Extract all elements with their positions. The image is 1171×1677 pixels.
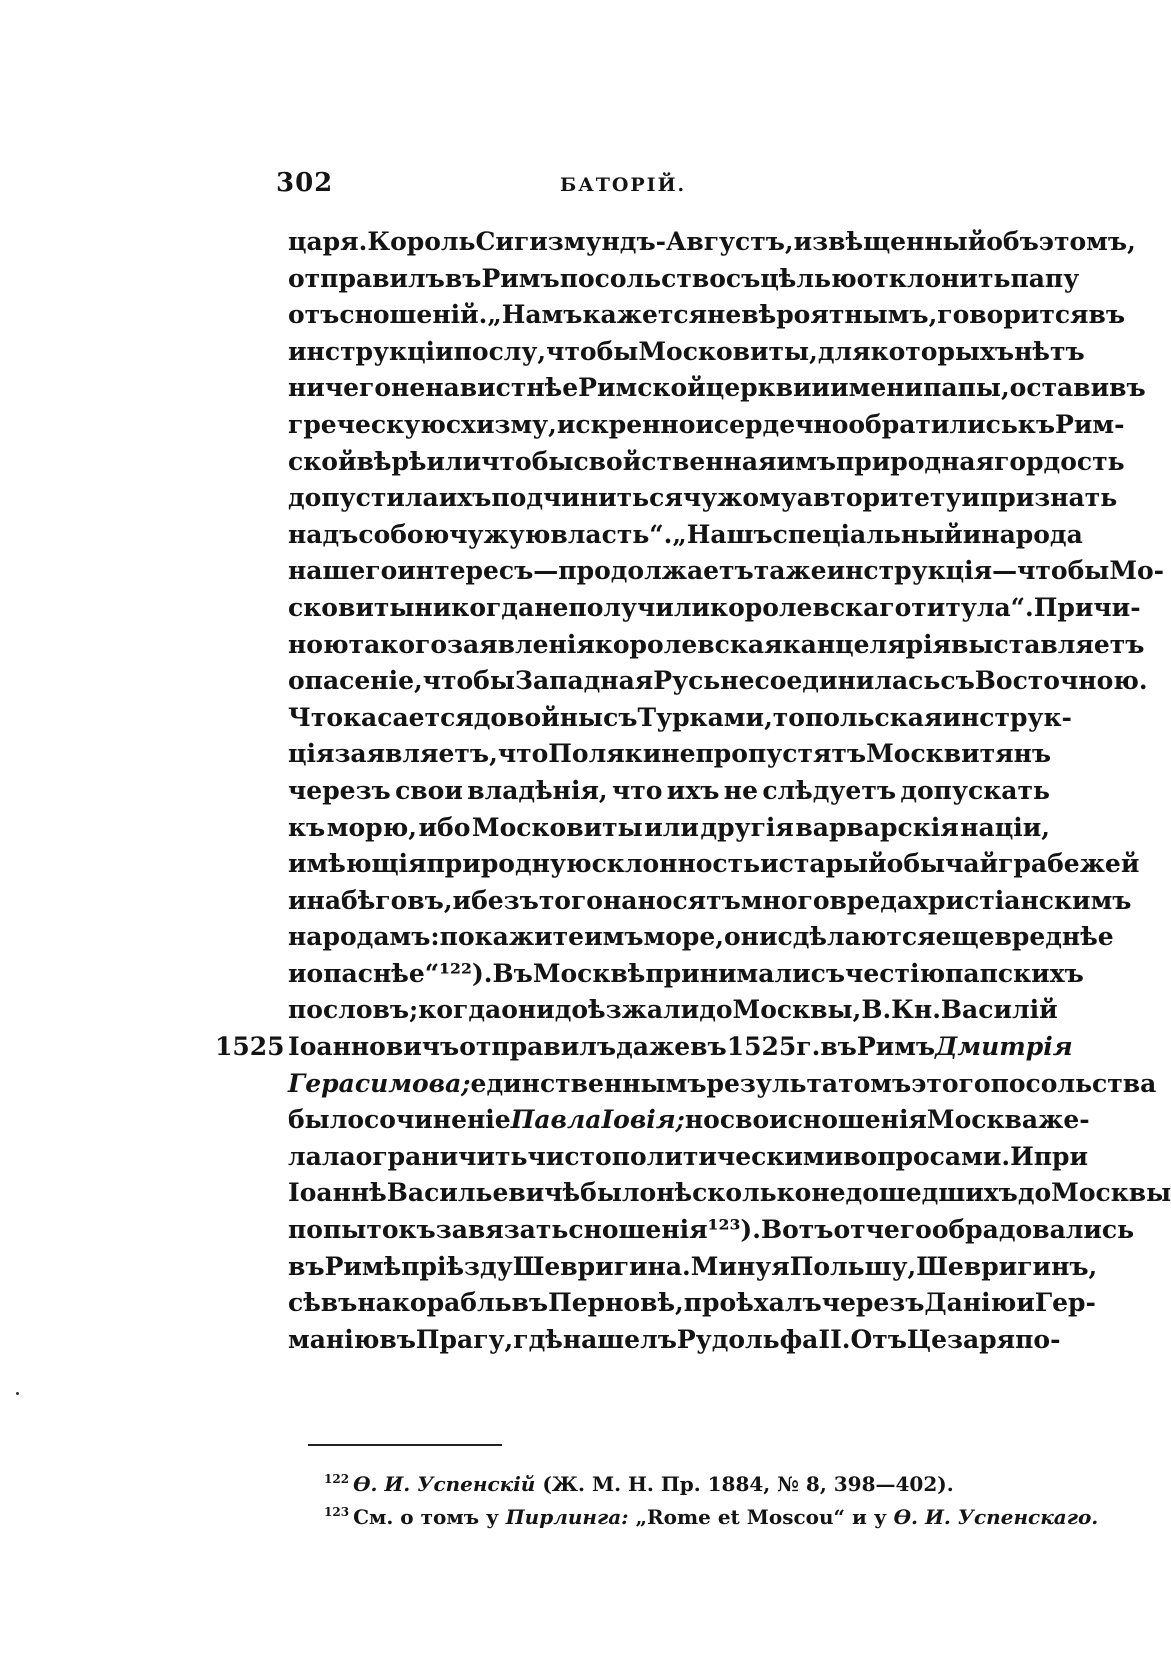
word: чтобы <box>546 336 639 366</box>
text-line <box>288 1139 1089 1176</box>
word: нашего <box>288 556 398 586</box>
word: кажется <box>582 300 708 330</box>
word: сношенія <box>787 1105 927 1135</box>
word: Поляки <box>548 739 662 769</box>
word: корабль <box>391 1288 512 1318</box>
word: Сигизмундъ-Августъ, <box>475 227 794 256</box>
text-line <box>288 370 1146 407</box>
word: до <box>473 702 508 732</box>
text-line <box>288 1322 1061 1359</box>
word: отклонить <box>856 263 1011 293</box>
word: Римъ <box>856 1032 936 1062</box>
word: ибо <box>418 812 471 842</box>
word: Отъ <box>850 1324 907 1354</box>
word: обрадовались <box>931 1215 1135 1245</box>
word: Москва <box>926 1105 1039 1135</box>
word: грабежей <box>998 849 1140 879</box>
word: Минуя <box>690 1251 790 1281</box>
word: Вотъ <box>760 1215 834 1245</box>
word: до <box>1017 1178 1052 1208</box>
word: Дмитрія <box>935 1032 1073 1062</box>
word: инструкція—чтобы <box>826 556 1110 586</box>
word: посольство <box>559 263 726 293</box>
word: невѣроятнымъ, <box>707 300 938 330</box>
word: не <box>723 775 758 805</box>
word: склонность <box>591 849 761 879</box>
word: искренно <box>556 409 696 439</box>
word: свойственная <box>573 446 777 476</box>
word: политическими <box>611 1141 844 1171</box>
word: надъ <box>288 519 359 549</box>
word: Кн. <box>891 995 941 1025</box>
word: не <box>534 592 569 622</box>
word: обратились <box>848 409 1018 439</box>
word: и <box>1016 1288 1035 1318</box>
word: вопросами. <box>843 1141 1011 1171</box>
word: къ <box>1017 409 1056 439</box>
word: греческую <box>288 409 446 439</box>
word: обычай <box>886 849 999 879</box>
word: природную <box>426 849 592 879</box>
word: этого <box>911 1068 991 1098</box>
word: имъ <box>776 446 836 476</box>
word: войны <box>507 702 604 732</box>
word: власть“. <box>550 519 673 549</box>
text-line <box>288 883 1132 920</box>
word: заявляетъ, <box>334 739 498 769</box>
word: лала <box>288 1141 356 1171</box>
word: ненавистнѣе <box>391 373 579 403</box>
word: того <box>538 885 603 915</box>
word: недошедшихъ <box>811 1178 1018 1208</box>
word: подчиниться <box>491 483 683 513</box>
word: что <box>611 775 663 805</box>
word: сношеній. <box>339 300 488 330</box>
word: ною <box>288 629 349 659</box>
word: отъ <box>288 300 340 330</box>
text-line <box>288 1102 1090 1139</box>
text-line <box>288 1175 1171 1212</box>
word: Рим- <box>1055 409 1125 439</box>
word: до <box>699 995 733 1025</box>
text-line <box>288 663 1148 700</box>
footnote-author: Пирлинга: <box>505 1505 629 1529</box>
footnote-text: „Rome et Moscou“ и у <box>635 1505 887 1529</box>
word: слѣдуетъ <box>762 775 896 805</box>
word: ихъ <box>666 775 720 805</box>
word: Король <box>367 227 476 256</box>
word: вѣрѣ <box>356 446 427 476</box>
word: съ <box>603 702 638 732</box>
word: которыхъ <box>870 336 1015 366</box>
word: ничего <box>288 373 392 403</box>
text-line <box>288 1066 1157 1103</box>
text-line <box>215 1029 1073 1066</box>
word: Московиты <box>471 812 643 842</box>
word: въ <box>444 263 482 293</box>
word: папскихъ <box>945 958 1084 988</box>
word: чтобы <box>481 446 574 476</box>
word: Причи- <box>1033 592 1141 622</box>
word: говорится <box>937 300 1089 330</box>
word: Москвѣ <box>532 958 646 988</box>
word: для <box>817 336 871 366</box>
word: Московиты, <box>638 336 818 366</box>
word: и <box>962 519 982 549</box>
word: 1525 <box>726 1032 797 1062</box>
word: Рудольфа <box>676 1324 819 1354</box>
word: послу, <box>453 336 547 366</box>
word: наносятъ <box>602 885 741 915</box>
word: Западная <box>514 666 654 696</box>
word: сѣвъ <box>288 1288 358 1318</box>
text-line <box>288 992 1058 1029</box>
word: черезъ <box>821 1288 925 1318</box>
word: въ <box>511 1288 549 1318</box>
word: чужому <box>682 483 797 513</box>
word: Москвы, <box>732 995 862 1025</box>
word: и <box>811 373 831 403</box>
word: Римѣ <box>324 1251 402 1281</box>
word: посольства <box>990 1068 1157 1098</box>
word: признать <box>979 483 1118 513</box>
text-line <box>288 810 1050 847</box>
word: когда <box>418 995 502 1025</box>
text-line <box>288 444 1125 481</box>
word: схизму, <box>445 409 557 439</box>
word: нѣтъ <box>1014 336 1085 366</box>
text-line <box>288 736 1050 773</box>
word: Гер- <box>1034 1288 1096 1318</box>
word: опасеніе, <box>288 666 423 696</box>
word: и <box>288 885 307 915</box>
footnote-author: Ѳ. И. Успенскаго. <box>893 1505 1099 1529</box>
word: извѣщенный <box>793 227 987 256</box>
text-line <box>288 1212 1135 1249</box>
word: сдѣлаются <box>777 922 936 952</box>
word: въ <box>379 1324 416 1354</box>
word: Польшу, <box>789 1251 917 1281</box>
word: на <box>357 1288 392 1318</box>
word: инструкціи <box>288 336 454 366</box>
word: единственнымъ <box>470 1068 707 1098</box>
word: націи, <box>960 812 1050 842</box>
text-line <box>288 407 1125 444</box>
word: варварскія <box>795 812 959 842</box>
stray-ink-mark <box>16 1392 19 1395</box>
word: въ <box>690 1032 727 1062</box>
word: имѣющія <box>288 849 427 879</box>
word: не <box>720 666 755 696</box>
word: допустила <box>288 483 439 513</box>
word: Москвы <box>1051 1178 1171 1208</box>
word: заявленія <box>447 629 595 659</box>
word: „Намъ <box>487 300 583 330</box>
word: II. <box>818 1324 851 1354</box>
word: Цезаря <box>906 1324 1016 1354</box>
word: спеціальный <box>772 519 963 549</box>
footnote-122 <box>324 1468 1064 1501</box>
word: нѣсколько <box>656 1178 812 1208</box>
word: Перновѣ, <box>548 1288 684 1318</box>
word: гдѣ <box>513 1324 563 1354</box>
word: такого <box>348 629 448 659</box>
word: царя. <box>288 227 368 256</box>
word: гордость <box>994 446 1125 476</box>
word: титула“. <box>911 592 1034 622</box>
word: ихъ <box>438 483 492 513</box>
word: народамъ: <box>288 922 440 952</box>
text-line <box>288 846 1140 883</box>
word: Павла <box>510 1105 602 1135</box>
word: сношенія <box>568 1215 708 1245</box>
word: было <box>580 1178 657 1208</box>
word: морю, <box>326 812 417 842</box>
word: къ <box>288 812 326 842</box>
word: ¹²³). <box>707 1215 761 1245</box>
word: и <box>760 849 779 879</box>
word: или <box>644 812 699 842</box>
word: Іоанновичъ <box>288 1032 460 1062</box>
word: Что <box>288 702 343 732</box>
word: Въ <box>492 958 533 988</box>
word: Шевригинъ, <box>916 1251 1098 1281</box>
page-number: 302 <box>276 168 334 198</box>
word: Васильевичѣ <box>386 1178 581 1208</box>
footnote-rule <box>308 1444 502 1446</box>
word: сочиненіе <box>364 1105 511 1135</box>
word: природная <box>835 446 995 476</box>
word: даже <box>616 1032 691 1062</box>
word: Восточною. <box>974 666 1148 696</box>
word: или <box>426 446 482 476</box>
word: черезъ <box>288 775 391 805</box>
word: соединилась <box>754 666 941 696</box>
word: Мо- <box>1109 556 1165 586</box>
word: манію <box>288 1324 380 1354</box>
word: таже <box>753 556 827 586</box>
text-line <box>288 1285 1096 1322</box>
text-line <box>288 773 1050 810</box>
word: они <box>723 922 778 952</box>
word: вреднѣе <box>994 922 1114 952</box>
word: народа <box>981 519 1083 549</box>
word: въ <box>288 1251 325 1281</box>
word: и <box>961 483 980 513</box>
word: нашелъ <box>562 1324 677 1354</box>
word: владѣнія, <box>467 775 608 805</box>
word: объ <box>986 227 1039 256</box>
running-head: БАТОРІЙ. <box>560 174 687 196</box>
word: ція <box>288 739 335 769</box>
word: Шевригина. <box>512 1251 691 1281</box>
word: Турками, <box>637 702 773 732</box>
word: свои <box>719 1105 788 1135</box>
text-line <box>288 224 1136 261</box>
footnotes <box>324 1468 1099 1534</box>
word: другія <box>700 812 794 842</box>
word: христіанскимъ <box>913 885 1132 915</box>
word: этомъ, <box>1038 227 1136 256</box>
text-line <box>288 956 1084 993</box>
word: „Нашъ <box>672 519 773 549</box>
word: ¹²²). <box>439 958 493 988</box>
word: канцелярія <box>782 629 952 659</box>
word: королевская <box>594 629 783 659</box>
word: чисто <box>527 1141 612 1171</box>
word: по- <box>1015 1324 1061 1354</box>
word: сковиты <box>288 592 415 622</box>
word: море, <box>643 922 724 952</box>
margin-year-note: 1525 <box>215 1032 285 1062</box>
word: Іоаннѣ <box>288 1178 387 1208</box>
word: еще <box>935 922 995 952</box>
word: пословъ; <box>288 995 419 1025</box>
word: доѣзжали <box>554 995 700 1025</box>
word: получили <box>568 592 711 622</box>
text-line <box>288 261 1080 298</box>
word: и <box>452 885 472 915</box>
word: имени <box>830 373 924 403</box>
word: Іовія; <box>601 1105 685 1135</box>
word: и <box>695 409 714 439</box>
word: при <box>1033 1141 1089 1171</box>
word: они <box>501 995 555 1025</box>
word: честію <box>845 958 946 988</box>
word: папы, <box>923 373 1010 403</box>
word: не <box>661 739 696 769</box>
word: вреда <box>829 885 914 915</box>
word: опаснѣе“ <box>306 958 440 988</box>
word: съ <box>725 263 761 293</box>
word: отчего <box>833 1215 932 1245</box>
word: отправилъ <box>288 263 445 293</box>
word: оставивъ <box>1009 373 1146 403</box>
word: безъ <box>471 885 539 915</box>
word: собою <box>358 519 450 549</box>
word: и <box>288 958 307 988</box>
text-line <box>288 480 1118 517</box>
word: покажите <box>439 922 585 952</box>
word: въ <box>1088 300 1126 330</box>
word: церкви <box>705 373 812 403</box>
word: инструк- <box>942 702 1072 732</box>
word: результатомъ <box>706 1068 912 1098</box>
word: проѣхалъ <box>683 1288 822 1318</box>
word: чтобы <box>422 666 515 696</box>
word: Римской <box>578 373 706 403</box>
footnote-text: (Ж. М. Н. Пр. 1884, № 8, 398—402). <box>542 1472 954 1496</box>
footnote-text: См. о томъ у <box>353 1505 499 1529</box>
text-line <box>288 700 1072 737</box>
word: но <box>684 1105 720 1135</box>
word: много <box>740 885 830 915</box>
word: принимали <box>645 958 811 988</box>
footnote-number: 122 <box>324 1472 350 1487</box>
text-line <box>288 553 1165 590</box>
word: королевскаго <box>710 592 912 622</box>
word: папу <box>1010 263 1080 293</box>
footnote-123 <box>324 1501 1099 1534</box>
body-text <box>215 224 1171 1358</box>
word: выставляетъ <box>951 629 1145 659</box>
text-line <box>288 334 1085 371</box>
word: въ <box>820 1032 857 1062</box>
word: ограничить <box>355 1141 528 1171</box>
word: свои <box>395 775 463 805</box>
word: чужую <box>449 519 551 549</box>
word: Русь <box>653 666 721 696</box>
word: Данію <box>924 1288 1017 1318</box>
word: Римъ <box>481 263 560 293</box>
word: Герасимова; <box>288 1068 471 1098</box>
text-line <box>288 919 1114 956</box>
word: Москвитянъ <box>866 739 1052 769</box>
word: набѣговъ, <box>306 885 453 915</box>
word: сердечно <box>713 409 849 439</box>
word: авторитету <box>796 483 962 513</box>
word: съ <box>940 666 975 696</box>
word: было <box>288 1105 365 1135</box>
word: Василій <box>940 995 1058 1025</box>
text-line <box>288 1249 1098 1286</box>
word: касается <box>343 702 474 732</box>
word: допускать <box>900 775 1050 805</box>
text-line <box>288 517 1083 554</box>
word: отправилъ <box>459 1032 617 1062</box>
text-line <box>288 297 1126 334</box>
word: цѣлью <box>760 263 857 293</box>
text-line <box>288 590 1141 627</box>
word: И <box>1010 1141 1034 1171</box>
word: же- <box>1038 1105 1090 1135</box>
word: пріѣзду <box>401 1251 513 1281</box>
word: В. <box>861 995 892 1025</box>
word: г. <box>796 1032 821 1062</box>
word: то <box>772 702 805 732</box>
word: съ <box>810 958 846 988</box>
footnote-author: Ѳ. И. Успенскій <box>353 1472 536 1496</box>
text-line <box>288 627 1145 664</box>
word: польская <box>804 702 943 732</box>
word: завязать <box>435 1215 569 1245</box>
word: никогда <box>414 592 535 622</box>
word: что <box>497 739 549 769</box>
word: попытокъ <box>288 1215 436 1245</box>
word: ской <box>288 446 357 476</box>
word: старый <box>778 849 887 879</box>
word: Прагу, <box>415 1324 514 1354</box>
word: интересъ—продолжаетъ <box>397 556 754 586</box>
footnote-number: 123 <box>324 1505 350 1520</box>
word: пропустятъ <box>695 739 867 769</box>
word: имъ <box>584 922 644 952</box>
